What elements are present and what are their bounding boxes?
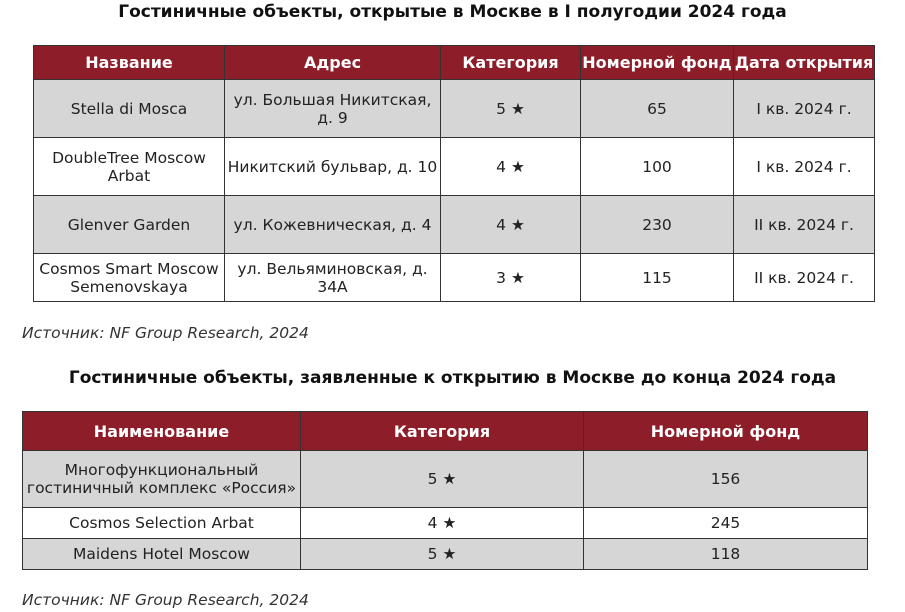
hotel-name-cell: Cosmos Selection Arbat	[23, 508, 301, 539]
rooms-cell: 118	[584, 539, 868, 570]
opening-date-cell: I кв. 2024 г.	[734, 138, 875, 196]
planned-hotels-table	[22, 411, 868, 570]
rooms-cell: 115	[581, 254, 734, 302]
column-header: Номерной фонд	[584, 412, 868, 451]
address-cell: ул. Большая Никитская, д. 9	[225, 80, 441, 138]
rooms-cell: 156	[584, 451, 868, 508]
table-row	[34, 196, 875, 254]
table-row	[23, 539, 868, 570]
table1-source: Источник: NF Group Research, 2024	[22, 324, 309, 342]
table-row	[34, 138, 875, 196]
opened-hotels-table	[33, 45, 875, 302]
column-header: Категория	[441, 46, 581, 80]
category-cell: 3 ★	[441, 254, 581, 302]
column-header: Адрес	[225, 46, 441, 80]
hotel-name-cell: Stella di Mosca	[34, 80, 225, 138]
address-cell: Никитский бульвар, д. 10	[225, 138, 441, 196]
category-cell: 5 ★	[301, 451, 584, 508]
table-row	[34, 254, 875, 302]
hotel-name-cell: DoubleTree Moscow Arbat	[34, 138, 225, 196]
column-header: Дата открытия	[734, 46, 875, 80]
rooms-cell: 65	[581, 80, 734, 138]
table2-source: Источник: NF Group Research, 2024	[22, 591, 309, 609]
category-cell: 4 ★	[441, 196, 581, 254]
opening-date-cell: II кв. 2024 г.	[734, 196, 875, 254]
opening-date-cell: I кв. 2024 г.	[734, 80, 875, 138]
table-row	[34, 80, 875, 138]
rooms-cell: 230	[581, 196, 734, 254]
column-header: Название	[34, 46, 225, 80]
opening-date-cell: II кв. 2024 г.	[734, 254, 875, 302]
category-cell: 5 ★	[441, 80, 581, 138]
address-cell: ул. Кожевническая, д. 4	[225, 196, 441, 254]
table1-title: Гостиничные объекты, открытые в Москве в I полугодии 2024 года	[118, 2, 787, 22]
hotel-name-cell: Glenver Garden	[34, 196, 225, 254]
category-cell: 5 ★	[301, 539, 584, 570]
address-cell: ул. Вельяминовская, д. 34А	[225, 254, 441, 302]
hotel-name-cell: Maidens Hotel Moscow	[23, 539, 301, 570]
column-header: Наименование	[23, 412, 301, 451]
rooms-cell: 245	[584, 508, 868, 539]
rooms-cell: 100	[581, 138, 734, 196]
table-header-row	[23, 412, 868, 451]
table-header-row	[34, 46, 875, 80]
table2-title: Гостиничные объекты, заявленные к открытию в Москве до конца 2024 года	[68, 368, 837, 388]
column-header: Категория	[301, 412, 584, 451]
category-cell: 4 ★	[301, 508, 584, 539]
table-row	[23, 508, 868, 539]
hotel-name-cell: Многофункциональный гостиничный комплекс «Россия»	[23, 451, 301, 508]
hotel-name-cell: Cosmos Smart Moscow Semenovskaya	[34, 254, 225, 302]
table-row	[23, 451, 868, 508]
column-header: Номерной фонд	[581, 46, 734, 80]
category-cell: 4 ★	[441, 138, 581, 196]
